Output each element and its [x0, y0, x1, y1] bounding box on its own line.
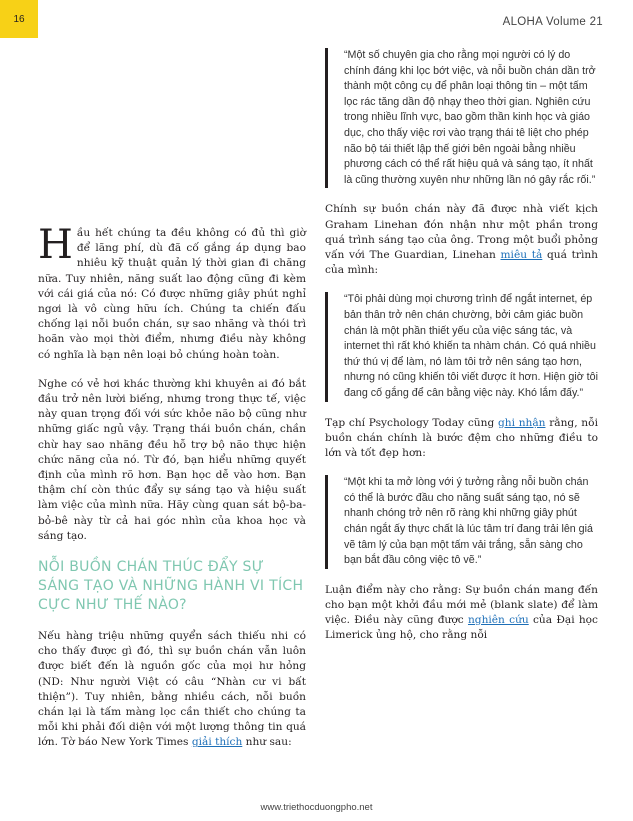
paragraph-2: Nghe có vẻ hơi khác thường khi khuyên ai đó bắt đầu trở nên lười biếng, nhưng trong thực tế, việc này quan trọng đối với sức khỏe não bộ cũng như những giấc ngủ vậy. Trạng thái buồn chán, chần chừ hay sao nhãng đều hỗ trợ bộ não thực hiện chức năng của nó. Từ đó, bạn hiểu những quyết định của mình rõ hơn. Bạn học dễ vào hơn. Bạn thậm chí còn thúc đẩy sự sáng tạo và hiệu suất làm việc của mình nữa. Hãy cùng quan sát bộ-ba-bỏ-bê này từ cả hai góc nhìn của khoa học và sáng tạo.	[38, 377, 306, 542]
page-number: 16	[13, 13, 25, 25]
paragraph-3	[38, 629, 306, 751]
paragraph-limerick-text: Luận điểm này cho rằng: Sự buồn chán mang đến cho bạn một khởi đầu mới mẻ (blank slate) để làm việc. Điều này cũng được	[325, 583, 598, 627]
section-heading: NỖI BUỒN CHÁN THÚC ĐẨY SỰ SÁNG TẠO VÀ NHỮNG HÀNH VI TÍCH CỰC NHƯ THẾ NÀO?	[38, 559, 304, 614]
right-column	[325, 48, 598, 658]
quote-linehan: “Tôi phải dùng mọi chương trình để ngắt internet, ép bản thân trở nên chán chường, bởi cảm giác buồn chán là một phần thiết yếu của việc sáng tác, và internet thì rất khó khiến ta nhàm chán. Có quá nhiều thứ thú vị để làm, nó làm tôi trở nên sáng tạo hơn, nhưng nó cũng khiến tôi viết được ít hơn. Hiện giờ tôi đang cố gắng để cân bằng việc này. Khó lắm đấy.”	[325, 292, 598, 401]
link-ghi-nhan[interactable]: ghi nhận	[497, 416, 546, 429]
quote-psychology-today: “Một khi ta mở lòng với ý tưởng rằng nỗi buồn chán có thể là bước đầu cho năng suất sáng tạo, nó sẽ nhanh chóng trở nên rõ ràng khi những giây phút chán ngắt ấy thực chất là lúc tâm trí đang trải lên giá vẽ tâm lý của bạn một tấm vải trắng, sẵn sàng cho bạn bắt đầu công việc tô vẽ.”	[325, 475, 598, 569]
paragraph-linehan	[325, 202, 598, 278]
page-number-badge	[0, 0, 38, 38]
paragraph-limerick-tail: của Đại học Limerick ủng hộ, cho rằng nỗi	[325, 614, 598, 642]
intro-text: ầu hết chúng ta đều không có đủ thì giờ để lãng phí, dù đã cố gắng áp dụng bao nhiêu kỹ thuật quản lý thời gian đi chăng nữa. Tuy nhiên, năng suất lao động cũng đi kèm với cái giá của nó: Có được những giây phút nghỉ ngơi là vô cùng hữu ích. Chúng ta chiến đấu chống lại nỗi buồn chán, sự sao nhãng và thói trì hoãn vào mọi thời điểm, nhưng điều này không có nghĩa là bạn nên loại bỏ chúng hoàn toàn.	[38, 227, 306, 361]
running-header: ALOHA Volume 21	[502, 16, 603, 28]
quote-nyt: “Một số chuyên gia cho rằng mọi người có lý do chính đáng khi lọc bớt việc, và nỗi buồn chán dần trở thành một công cụ để phân loại thông tin – một tấm lọc rác tăng dần độ nhạy theo thời gian. Nghiên cứu trong nhiều lĩnh vực, bao gồm thần kinh học và giáo dục, cho thấy việc rơi vào trạng thái tê liệt cho phép não bộ tái thiết lập thế giới bên ngoài bằng nhiều phương cách có thể rất hiệu quả và sáng tạo, ít nhất là cũng thường xuyên như những lần nó gây rắc rối.”	[325, 48, 598, 188]
paragraph-limerick	[325, 583, 598, 644]
drop-cap: H	[38, 222, 73, 268]
link-nghien-cuu[interactable]: nghiên cứu	[467, 614, 529, 627]
paragraph-psychology-today-text: Tạp chí Psychology Today cũng	[325, 416, 498, 429]
link-giai-thich[interactable]: giải thích	[191, 736, 243, 749]
footer-url: www.triethocduongpho.net	[260, 802, 373, 813]
left-column	[38, 222, 306, 765]
paragraph-linehan-text: Chính sự buồn chán này đã được nhà viết kịch Graham Linehan đón nhận như một phần trong quá trình sáng tạo của ông. Trong một buổi phỏng vấn với The Guardian, Linehan	[325, 203, 598, 261]
paragraph-3-text: Nếu hàng triệu những quyển sách thiếu nhi có cho thấy được gì đó, thì sự buồn chán vẫn luôn được biết đến là nguồn gốc của mọi hư hỏng (ND: Như người Việt có câu “Nhàn cư vi bất thiện”). Tuy nhiên, bằng nhiều cách, nỗi buồn chán lại là tấm màng lọc cần thiết cho chúng ta mỗi khi phải đối diện với một lượng thông tin quá lớn. Tờ báo New York Times	[38, 630, 306, 749]
paragraph-psychology-today	[325, 416, 598, 462]
intro-paragraph	[38, 222, 306, 363]
paragraph-psychology-today-tail: rằng, nỗi buồn chán chính là bước đệm cho những điều to lớn và tốt đẹp hơn:	[325, 416, 598, 459]
link-mieu-ta[interactable]: miêu tả	[500, 248, 543, 261]
paragraph-3-tail: như sau:	[242, 736, 292, 749]
paragraph-linehan-tail: quá trình của mình:	[325, 248, 598, 277]
